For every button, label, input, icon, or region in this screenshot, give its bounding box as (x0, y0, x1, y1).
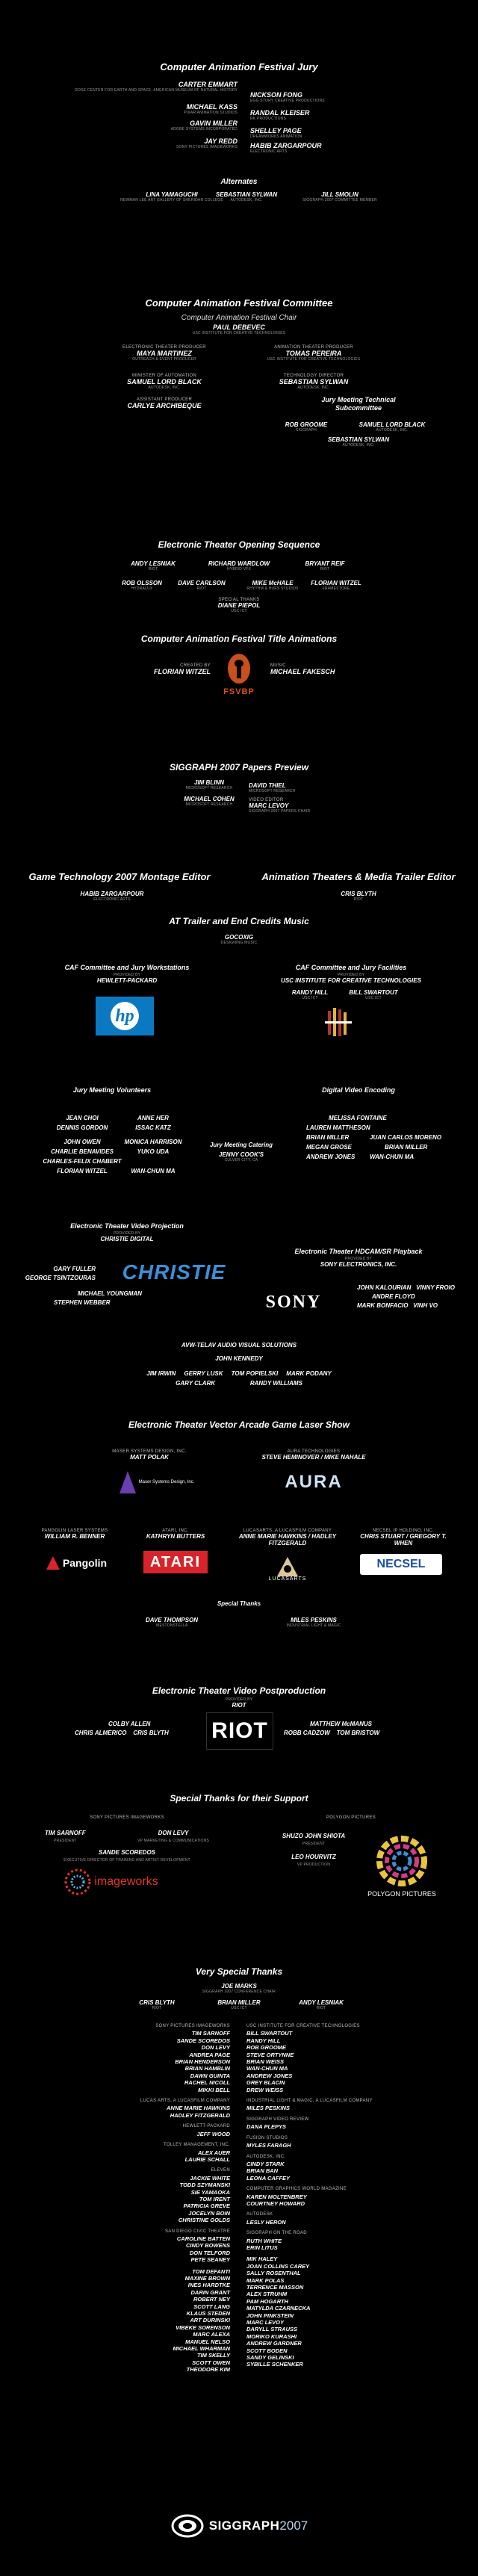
opening-credit: RICHARD WARDLOW HYBRID VFX (208, 560, 270, 572)
thanks-name: MORIKO KURASHI (246, 2332, 297, 2340)
opening-credit: MIKE McHALE RHYTHM & HUES STUDIOS (246, 580, 299, 591)
postproduction-name: CRIS BLYTH (133, 1730, 169, 1736)
thanks-name: RACHEL NICOLL (184, 2079, 230, 2087)
thanks-name: PAM HOGARTH (246, 2297, 288, 2305)
thanks-name: DAWN GUINTA (190, 2072, 230, 2079)
volunteer-name: WAN-CHUN MA (131, 1168, 176, 1174)
thanks-name: BRIAN HENDERSON (175, 2058, 230, 2066)
hdcam-name: ANDRE FLOYD (372, 1293, 415, 1300)
thanks-group (81, 2167, 230, 2223)
thanks-group-label: ELEVEN (211, 2168, 230, 2173)
laser-sponsor: AURA TECHNOLOGIES STEVE HEMINOVER / MIKE NAHALE (261, 1449, 366, 1461)
imageworks-emblem-icon (64, 1868, 91, 1895)
avw-lead: JOHN KENNEDY (215, 1355, 263, 1362)
thanks-name: DON TELFORD (189, 2249, 230, 2256)
volunteer-name: MONICA HARRISON (124, 1139, 182, 1145)
thanks-group-label: INDUSTRIAL LIGHT & MAGIC, A LUCASFILM COMPANY (246, 2099, 373, 2104)
thanks-group-label: AUTODESK (246, 2212, 273, 2217)
thanks-group-label: TOLLEY MANAGEMENT, INC. (163, 2143, 230, 2148)
jury-member: GAVIN MILLER ADOBE SYSTEMS INCORPORATED (170, 120, 238, 131)
laser-thanks: DAVE THOMPSON WESTONSTELLA (145, 1617, 199, 1628)
laser-thanks: MILES PESKINS INDUSTRIAL LIGHT & MAGIC (286, 1617, 341, 1628)
alternate-member: SEBASTIAN SYLWAN AUTODESK, INC. (215, 191, 278, 202)
thanks-group-label: SIGGRAPH VIDEO REVIEW (246, 2117, 309, 2122)
hdcam-name: VINH VO (413, 1302, 438, 1309)
papers-credit: JIM BLINN MICROSOFT RESEARCH (185, 779, 233, 790)
postproduction-name: CHRIS ALMERICO (75, 1730, 127, 1736)
title-anim-right: MUSIC MICHAEL FAKESCH (270, 663, 335, 675)
projection-title: Electronic Theater Video Projection (70, 1222, 184, 1230)
encoder-name: MEGAN GROSE (306, 1144, 352, 1151)
laser-sponsor: PANGOLIN LASER SYSTEMS WILLIAM R. BENNER (41, 1529, 108, 1540)
very-special-credit: BRIAN MILLER USC ICT (217, 1999, 261, 2010)
montage-credit: HABIB ZARGARPOUR ELECTRONIC ARTS (80, 891, 144, 902)
jury-member: JAY REDD SONY PICTURES IMAGEWORKS (176, 137, 238, 149)
encoding-title: Digital Video Encoding (322, 1086, 395, 1094)
thanks-name: RUTH WHITE (246, 2237, 282, 2244)
papers-title: SIGGRAPH 2007 Papers Preview (169, 762, 309, 773)
thanks-name: DREW WEISS (246, 2086, 284, 2093)
committee-title: Computer Animation Festival Committee (145, 297, 333, 309)
usc-ict-logo (320, 1004, 357, 1041)
volunteer-name: CHARLIE BENAVIDES (51, 1148, 114, 1155)
very-special-title: Very Special Thanks (195, 1966, 283, 1977)
title-anim-title: Computer Animation Festival Title Animations (140, 634, 338, 644)
volunteer-name: JOHN OWEN (63, 1139, 101, 1145)
thanks-group-label: SONY PICTURES IMAGEWORKS (155, 2024, 230, 2028)
chair-label: Computer Animation Festival Chair (181, 314, 297, 322)
thanks-name: ANDREA PAGE (189, 2051, 230, 2058)
thanks-group-label: FUSION STUDIOS (246, 2135, 288, 2140)
projection-name: GEORGE TSINTZOURAS (25, 1275, 96, 1281)
thanks-name: PATRICIA GREVE (183, 2202, 230, 2210)
necsel-logo: NECSEL (360, 1554, 442, 1575)
pangolin-logo: Pangolin (41, 1548, 112, 1578)
papers-credit: VIDEO EDITOR MARC LEVOY SIGGRAPH 2007 PAPERS CHAIR (249, 798, 311, 814)
christie-logo: CHRISTIE (122, 1260, 226, 1284)
thanks-name: THEODORE KIM (186, 2366, 230, 2374)
postproduction-name: COLBY ALLEN (108, 1721, 151, 1727)
opening-credit: FLORIAN WITZEL FRAMESTORE (311, 580, 361, 591)
volunteer-name: FLORIAN WITZEL (57, 1168, 108, 1174)
jury-meeting-member: SEBASTIAN SYLWAN AUTODESK, INC. (327, 436, 390, 448)
thanks-name: ANDREW JONES (246, 2072, 293, 2079)
thanks-name: TERRENCE MASSON (246, 2284, 304, 2291)
montage-title: Game Technology 2007 Montage Editor (28, 871, 211, 882)
thanks-group-label: AUTODESK, INC. (246, 2154, 286, 2159)
avw-title: AVW-TELAV AUDIO VISUAL SOLUTIONS (181, 1342, 297, 1349)
opening-credit: BRYANT REIF RIOT (305, 560, 345, 572)
thanks-name: LAURIE SCHALL (184, 2155, 230, 2163)
thanks-name: KLAUS STEDEN (186, 2310, 230, 2318)
volunteer-name: ISSAC KATZ (135, 1124, 171, 1131)
maser-emblem-icon (120, 1471, 136, 1493)
thanks-name: MARK POLAS (246, 2276, 285, 2284)
usc-ict-emblem-icon (322, 1006, 355, 1039)
postproduction-name: ROBB CADZOW (284, 1730, 330, 1736)
thanks-name: CINDY BOWENS (185, 2242, 230, 2250)
papers-credit: DAVID THIEL MICROSOFT RESEARCH (249, 782, 296, 793)
siggraph-year: 2007 (279, 2518, 308, 2533)
siggraph-logo (164, 2509, 314, 2543)
atari-logo: ATARI (143, 1551, 208, 1573)
hdcam-name: MARK BONFACIO (357, 1302, 409, 1309)
volunteers-col (112, 1113, 194, 1176)
support-left-label: SONY PICTURES IMAGEWORKS (90, 1815, 164, 1820)
facilities-title: CAF Committee and Jury Facilities (295, 964, 407, 971)
very-special-credit: CRIS BLYTH RIOT (139, 1999, 175, 2010)
encoder-name: BRIAN MILLER (385, 1144, 428, 1151)
thanks-name: DON LEVY (201, 2044, 230, 2052)
thanks-group (246, 2154, 396, 2182)
volunteers-title: Jury Meeting Volunteers (72, 1086, 152, 1094)
thanks-name: TIM SKELLY (196, 2352, 230, 2359)
thanks-name: VIBEKE SORENSON (176, 2323, 230, 2331)
volunteer-name: YUKO UDA (137, 1148, 170, 1155)
thanks-group (81, 2229, 230, 2264)
opening-credit: ANDY LESNIAK RIOT (131, 560, 176, 572)
committee-member: TECHNOLOGY DIRECTOR SEBASTIAN SYLWAN AUTODESK, INC. (279, 374, 349, 390)
fsvbp-emblem-icon (226, 653, 252, 687)
support-title: Special Thanks for their Support (170, 1793, 308, 1803)
thanks-group-label: SIGGRAPH ON THE ROAD (246, 2231, 307, 2236)
thanks-name: PETE SEANEY (190, 2256, 230, 2264)
thanks-name: DARYLL STRAUSS (246, 2326, 298, 2333)
workstations-title: CAF Committee and Jury Workstations (64, 964, 190, 971)
thanks-name: SCOTT OWEN (192, 2359, 230, 2366)
thanks-group (246, 2098, 396, 2112)
encoder-name: JUAN CARLOS MORENO (370, 1134, 442, 1141)
thanks-name: HADLEY FITZGERALD (170, 2111, 230, 2119)
thanks-name: TODD SZYMANSKI (179, 2182, 230, 2189)
thanks-group-label: SAN DIEGO CIVIC THEATRE (164, 2229, 230, 2234)
lucasarts-emblem-icon (277, 1557, 298, 1576)
thanks-name: ANDREW GARDNER (246, 2340, 302, 2347)
hdcam-credits (357, 1284, 455, 1310)
laser-sponsor: LUCASARTS, A LUCASFILM COMPANY ANNE MARIE HAWKINS / HADLEY FITZGERALD (238, 1529, 337, 1546)
thanks-name: MARC ALEXA (193, 2331, 230, 2338)
thanks-name: CHRISTINE GOLDS (178, 2217, 230, 2224)
thanks-name: WAN-CHUN MA (246, 2065, 288, 2072)
encoder-name: WAN-CHUN MA (370, 1154, 415, 1160)
thanks-name: JOAN COLLINS CAREY (246, 2262, 310, 2270)
support-right-credits: SHUZO JOHN SHIOTA PRESIDENT LEO HOURVITZ VP PRODUCTION (282, 1833, 346, 1867)
siggraph-emblem-icon (170, 2512, 205, 2539)
thanks-name: SANDY GELINSKI (246, 2354, 294, 2362)
thanks-name: DANA PLEPYS (246, 2123, 287, 2131)
volunteer-name: CHARLES-FELIX CHABERT (43, 1158, 122, 1165)
hdcam-name: VINNY FROIO (416, 1284, 455, 1291)
jury-member: SHELLEY PAGE DREAMWORKS ANIMATION (250, 127, 302, 139)
thanks-name: GREY BLACIN (246, 2079, 285, 2087)
thanks-name: MANUEL NELSO (185, 2338, 230, 2345)
committee-member: ELECTRONIC THEATER PRODUCER MAYA MARTINEZ OUTREACH & EVENT PRODUCER (122, 345, 206, 362)
thanks-name: MIKKI BELL (198, 2086, 230, 2093)
committee-member: ASSISTANT PRODUCER CARLYE ARCHIBEQUE (127, 397, 202, 409)
papers-credit: MICHAEL COHEN MICROSOFT RESEARCH (184, 796, 235, 807)
thanks-name: KAREN MOLTENBREY (246, 2193, 307, 2200)
thanks-name: MILES PESKINS (246, 2105, 290, 2112)
thanks-name: TOM IRENT (199, 2195, 230, 2202)
facilities-credit: RANDY HILL USC ICT (291, 989, 329, 1000)
avw-name: RANDY WILLIAMS (249, 1380, 302, 1387)
thanks-name: ANNE MARIE HAWKINS (166, 2105, 230, 2112)
opening-credit: ROB OLSSON HYDRALUX (122, 580, 162, 591)
thanks-name: SALLY ROSENTHAL (246, 2270, 301, 2277)
thanks-name: ALEX STRUHM (246, 2291, 288, 2298)
thanks-name: ROBERT NEY (193, 2296, 230, 2303)
polygon-emblem-icon (376, 1835, 428, 1887)
pangolin-emblem-icon (46, 1556, 60, 1570)
laser-sponsor: MASER SYSTEMS DESIGN, INC. MATT POLAK (112, 1449, 187, 1461)
at-trailer-credit: GOCOXIG DESIGNING MUSIC (220, 934, 258, 945)
committee-member: MINISTER OF AUTOMATION SAMUEL LORD BLACK AUTODESK, INC. (127, 374, 202, 390)
thanks-name: TOM DEFANTI (192, 2267, 230, 2275)
projection-name: MICHAEL YOUNGMAN (78, 1290, 142, 1297)
hdcam-name: JOHN KALOURIAN (357, 1284, 412, 1291)
maser-logo: Maser Systems Design, Inc. (112, 1467, 202, 1497)
thanks-name: ALEX AUER (197, 2149, 230, 2156)
encoder-name: LAUREN MATTHESON (306, 1124, 370, 1131)
thanks-name: MARC LEVOY (246, 2319, 285, 2326)
thanks-name: JACKIE WHITE (190, 2174, 230, 2182)
thanks-name: JEFF WOOD (196, 2130, 230, 2137)
postproduction-title: Electronic Theater Video Postproduction (152, 1685, 326, 1696)
thanks-group (81, 2123, 230, 2137)
chair: PAUL DEBEVEC USC INSTITUTE FOR CREATIVE TECHNOLOGIES (192, 323, 286, 335)
thanks-name: SYBILLE SCHENKER (246, 2361, 303, 2368)
thanks-name: TIM SARNOFF (191, 2030, 230, 2037)
hp-logo: hp (96, 997, 154, 1035)
volunteer-name: DENNIS GORDON (56, 1124, 108, 1131)
postproduction-name: TOM BRISTOW (336, 1730, 380, 1736)
trailer-editor-credit: CRIS BLYTH RIOT (341, 891, 376, 902)
thanks-name: BILL SWARTOUT (246, 2030, 293, 2037)
siggraph-wordmark: SIGGRAPH (208, 2518, 280, 2533)
facilities-sponsor: PROVIDED BY USC INSTITUTE FOR CREATIVE TECHNOLOGIES (281, 973, 421, 984)
encoder-name: MELISSA FONTAINE (329, 1115, 387, 1121)
laser-sponsor: NECSEL IP HOLDING, INC. CHRIS STUART / GREGORY T. WHEN (360, 1529, 447, 1546)
thanks-name: CINDY STARK (246, 2160, 285, 2167)
avw-name: GARY CLARK (176, 1380, 216, 1387)
thanks-name: JOCELYN BOIN (188, 2209, 230, 2217)
projection-credits (25, 1265, 96, 1283)
postproduction-sponsor: PROVIDED BY RIOT (225, 1697, 253, 1709)
thanks-name: BRIAN WEISS (246, 2058, 285, 2066)
thanks-name: SCOTT BODEN (246, 2347, 288, 2354)
volunteer-name: JEAN CHOI (66, 1115, 99, 1121)
hdcam-sponsor: PROVIDED BY SONY ELECTRONICS, INC. (320, 1257, 397, 1268)
postproduction-name: MATTHEW McMANUS (310, 1721, 372, 1727)
thanks-group (246, 2135, 396, 2149)
polygon-logo: POLYGON PICTURES (364, 1829, 439, 1904)
at-trailer-title: AT Trailer and End Credits Music (169, 916, 309, 926)
thanks-group (246, 2186, 396, 2207)
laser-sponsor: ATARI, INC. KATHRYN BUTTERS (146, 1529, 205, 1540)
encoder-name: ANDREW JONES (306, 1154, 356, 1160)
thanks-name: ROB GROOME (246, 2044, 286, 2052)
jury-meeting-member: SAMUEL LORD BLACK AUTODESK, INC. (358, 421, 426, 433)
thanks-name: SCOTT LANG (193, 2303, 230, 2310)
postproduction-left (75, 1720, 169, 1738)
projection-credits-2 (54, 1289, 142, 1307)
opening-title: Electronic Theater Opening Sequence (158, 539, 320, 550)
thanks-name: MYLES FARAGH (246, 2142, 291, 2149)
thanks-group-label: COMPUTER GRAPHICS WORLD MAGAZINE (246, 2187, 347, 2192)
laser-title: Electronic Theater Vector Arcade Game Laser Show (128, 1419, 350, 1430)
jury-title: Computer Animation Festival Jury (160, 61, 318, 72)
very-special-credit: ANDY LESNIAK RIOT (299, 1999, 344, 2010)
lucasarts-logo: LUCASARTS (261, 1552, 314, 1585)
projection-name: GARY FULLER (53, 1266, 96, 1272)
thanks-name: ART DURINSKI (190, 2317, 230, 2324)
postproduction-right (284, 1720, 379, 1738)
thanks-name: COURTNEY HOWARD (246, 2199, 305, 2207)
thanks-name: JOHN PINKSTEIN (246, 2312, 294, 2319)
thanks-name: BRIAN BAN (246, 2167, 279, 2175)
title-anim-left: CREATED BY FLORIAN WITZEL (154, 663, 211, 675)
opening-credit: DAVE CARLSON RIOT (178, 580, 226, 591)
aura-logo: AURA (285, 1472, 343, 1492)
jury-member: RANDAL KLEISER RK PRODUCTIONS (250, 109, 310, 121)
avw-name: TOM POPIELSKI (231, 1370, 279, 1377)
projection-name: STEPHEN WEBBER (54, 1299, 111, 1306)
alternate-member: LINA YAMAGUCHI NEWMAN LEE ART GALLERY OF SHERIDAN COLLEGE (120, 191, 223, 202)
thanks-name: LESLY HERON (246, 2218, 286, 2226)
hdcam-title: Electronic Theater HDCAM/SR Playback (294, 1248, 423, 1255)
thanks-name: RANDY HILL (246, 2037, 281, 2044)
thanks-name: BRIAN HAMBLIN (184, 2065, 230, 2072)
thanks-group (81, 2142, 230, 2163)
very-special-lead: JOE MARKS SIGGRAPH 2007 CONFERENCE CHAIR (202, 1983, 276, 1994)
sony-logo: SONY (265, 1292, 322, 1312)
thanks-group-label: LUCAS ARTS, A LUCASFILM COMPANY (140, 2099, 230, 2104)
thanks-group-label: USC INSTITUTE FOR CREATIVE TECHNOLOGIES (246, 2024, 360, 2028)
thanks-group (246, 2117, 396, 2131)
facilities-credit: BILL SWARTOUT USC ICT (349, 989, 398, 1000)
riot-logo: RIOT (206, 1712, 273, 1750)
thanks-group (246, 2255, 396, 2368)
very-special-right-col (246, 2023, 396, 2373)
support-right-label: POLYGON PICTURES (326, 1815, 376, 1820)
encoder-name: BRIAN MILLER (306, 1134, 350, 1141)
thanks-name: DARIN GRANT (190, 2288, 230, 2296)
trailer-editor-title: Animation Theaters & Media Trailer Editor (261, 871, 456, 882)
thanks-name: CAROLINE BATTEN (176, 2235, 230, 2242)
thanks-name: INES HARDTKE (187, 2282, 230, 2289)
alternate-member: JILL SMOLIN SIGGRAPH 2007 COMMITTEE MEMBER (302, 191, 377, 202)
thanks-group (246, 2230, 396, 2251)
catering: Jury Meeting Catering JENNY COOK'S CULVER CITY, CA (209, 1142, 273, 1162)
thanks-name: MAXINE BROWN (184, 2275, 230, 2282)
thanks-name: LEONA CAFFEY (246, 2174, 291, 2182)
alternates-label: Alternates (220, 178, 258, 186)
jury-meeting-label: Jury Meeting Technical Subcommittee (321, 396, 396, 412)
avw-name: MARK PODANY (286, 1370, 332, 1377)
laser-thanks-label: Special Thanks (217, 1600, 261, 1607)
volunteer-name: ANNE HER (137, 1115, 169, 1121)
avw-name: GERRY LUSK (184, 1370, 223, 1377)
avw-credits (0, 1369, 478, 1388)
very-special-left-col (81, 2023, 230, 2378)
thanks-name: ERIN LITUS (246, 2244, 278, 2251)
workstations-sponsor: PROVIDED BY HEWLETT-PACKARD (96, 973, 158, 984)
thanks-name: SANDE SCOREDOS (176, 2037, 230, 2044)
jury-member: CARTER EMMART ROSE CENTER FOR EARTH AND SPACE, AMERICAN MUSEUM OF NATURAL HISTORY (75, 81, 238, 93)
jury-member: HABIB ZARGARPOUR ELECTRONIC ARTS (250, 142, 322, 154)
jury-member: MICHAEL KASS PIXAR ANIMATION STUDIOS (184, 103, 238, 115)
thanks-name: MATYLDA CZARNECKA (246, 2305, 311, 2312)
jury-member: NICKSON FONG EGG STORY CREATIVE PRODUCTIONS (250, 91, 325, 103)
fsvbp-logo: FSVBP (218, 648, 260, 701)
support-left-credits: TIM SARNOFF PRESIDENT DON LEVY VP MARKETING & COMMUNICATIONS SANDE SCOREDOS EXECUTIVE DIRECTOR OF TRAINING AND ARTIST DEVELOPMENT (45, 1830, 209, 1863)
thanks-group (81, 2098, 230, 2119)
thanks-group (81, 2023, 230, 2093)
projection-sponsor: PROVIDED BY CHRISTIE DIGITAL (100, 1231, 154, 1242)
jury-meeting-member: ROB GROOME SIGGRAPH (285, 421, 328, 433)
thanks-name: STEVE ORTYNNE (246, 2051, 294, 2058)
thanks-name: MICHAEL WHARMAN (173, 2345, 230, 2353)
encoding-col (370, 1133, 467, 1162)
thanks-name: SIE YAMAOKA (190, 2188, 230, 2196)
thanks-group (246, 2211, 396, 2226)
committee-member: ANIMATION THEATER PRODUCER TOMAS PEREIRA USC INSTITUTE FOR CREATIVE TECHNOLOGIES (267, 345, 361, 362)
thanks-group-label: HEWLETT-PACKARD (182, 2124, 230, 2129)
imageworks-logo: imageworks (63, 1865, 160, 1899)
thanks-group (81, 2268, 230, 2374)
thanks-group (246, 2023, 396, 2093)
thanks-name: MIK HALEY (246, 2255, 278, 2263)
opening-special: SPECIAL THANKS DIANE PIEPOL USC ICT (217, 598, 261, 613)
avw-name: JIM IRWIN (146, 1370, 176, 1377)
